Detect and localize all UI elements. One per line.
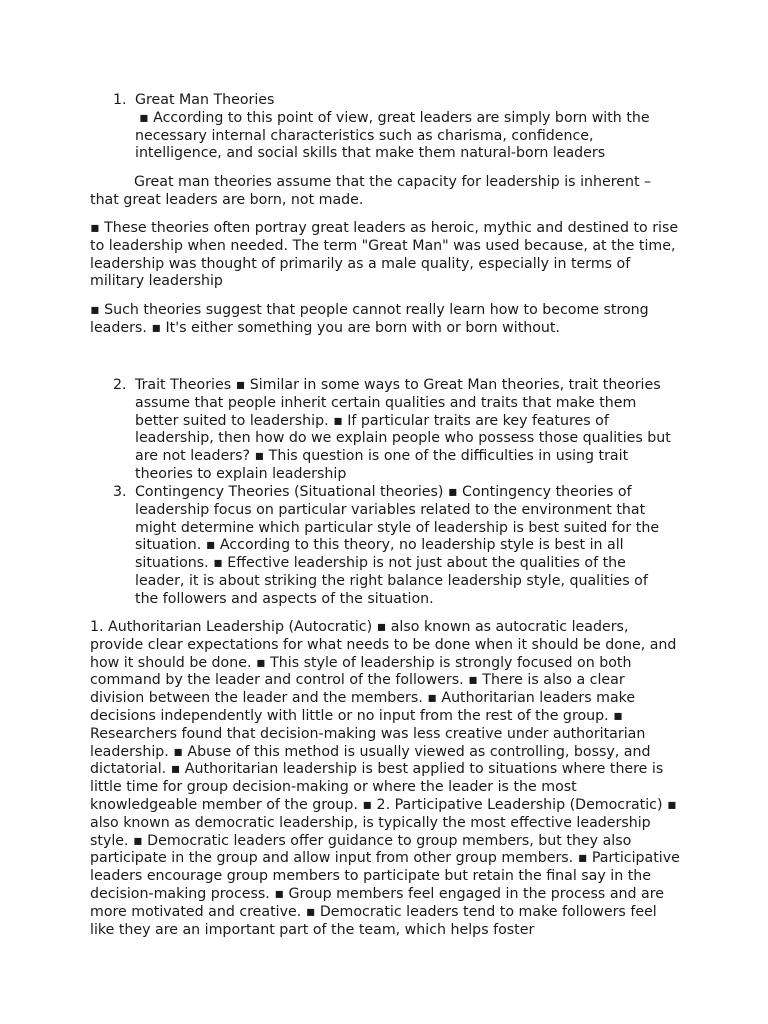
list-item-sub-bullet: ▪ According to this point of view, great leaders are simply born with the necessary internal characteristics such as charisma, confidence, intelligence, and social skills that make them natural-born leaders <box>135 109 650 162</box>
paragraph-leadership-styles: 1. Authoritarian Leadership (Autocratic) ▪ also known as autocratic leaders, provide clear expectations for what needs to be done when it should be done, and how it should be done. ▪ This style of leadership is strongly focused on both command by the leader and control of the followers. ▪ There is also a clear division between the leader and the members. ▪ Authoritarian leaders make decisions independently with little or no input from the rest of the group. ▪ Researchers found that decision-making was less creative under authoritarian leadership. ▪ Abuse of this method is usually viewed as controlling, bossy, and dictatorial. ▪ Authoritarian leadership is best applied to situations where there is little time for group decision-making or where the leader is the most knowledgeable member of the group. ▪ 2. Participative Leadership (Democratic) ▪ also known as democratic leadership, is typically the most effective leadership style. ▪ Democratic leaders offer guidance to group members, but they also participate in the group and allow input from other group members. ▪ Participative leaders encourage group members to participate but retain the final say in the decision-making process. ▪ Group members feel engaged in the process and are more motivated and creative. ▪ Democratic leaders tend to make followers feel like they are an important part of the team, which helps foster <box>90 619 680 938</box>
paragraph-inherent: Great man theories assume that the capacity for leadership is inherent – that great leaders are born, not made. <box>90 174 652 208</box>
list-number: 1. <box>113 92 127 108</box>
list-number: 3. <box>113 484 127 500</box>
list-item-body: Trait Theories ▪ Similar in some ways to Great Man theories, trait theories assume that people inherit certain qualities and traits that make them better suited to leadership. ▪ If particular traits are key features of leadership, then how do we explain people who possess those qualities but are not leaders? ▪ This question is one of the difficulties in using trait theories to explain leadership <box>135 377 671 482</box>
list-item-body: Contingency Theories (Situational theories) ▪ Contingency theories of leadership focus on particular variables related to the environment that might determine which particular style of leadership is best suited for the situation. ▪ According to this theory, no leadership style is best in all situations. ▪ Effective leadership is not just about the qualities of the leader, it is about striking the right balance leadership style, qualities of the followers and aspects of the situation. <box>135 484 660 607</box>
list-item-title: Great Man Theories <box>135 92 275 108</box>
paragraph-born-with: ▪ Such theories suggest that people cannot really learn how to become strong leaders. ▪ It's either something you are born with or born without. <box>90 302 649 336</box>
list-item-body <box>135 92 675 163</box>
paragraph-heroic: ▪ These theories often portray great leaders as heroic, mythic and destined to rise to leadership when needed. The term "Great Man" was used because, at the time, leadership was thought of primarily as a male quality, especially in terms of military leadership <box>90 220 679 290</box>
list-number: 2. <box>113 377 127 393</box>
